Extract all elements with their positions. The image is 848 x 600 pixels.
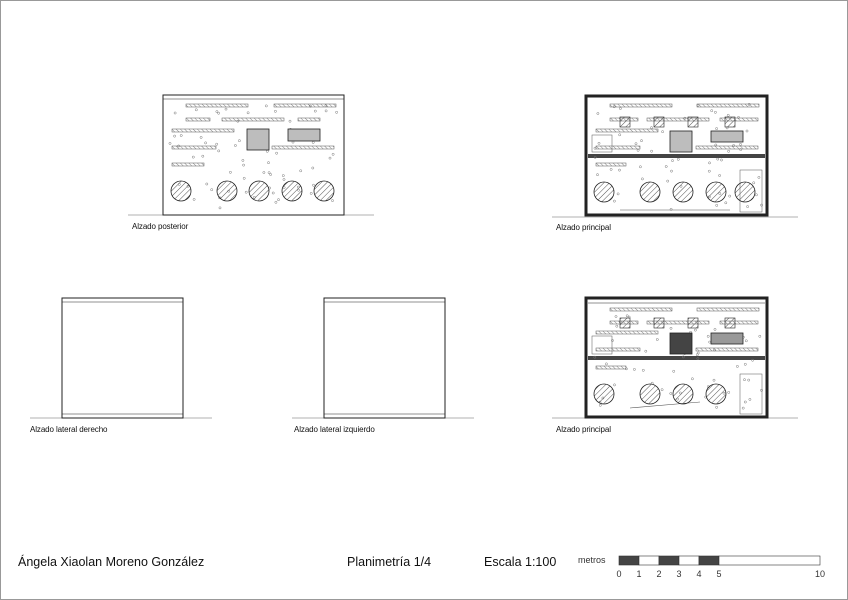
louver-strip <box>274 104 336 107</box>
elevation-label-posterior: Alzado posterior <box>132 222 189 231</box>
hatched-panel <box>725 318 735 328</box>
louver-strip <box>596 348 640 351</box>
scale-tick-label: 1 <box>636 569 642 579</box>
louver-strip <box>696 348 758 351</box>
louver-strip <box>610 104 672 107</box>
louver-strip <box>596 146 640 149</box>
square-window <box>247 129 269 150</box>
facade-outline <box>62 298 183 418</box>
rect-window <box>711 333 743 344</box>
louver-strip <box>697 308 759 311</box>
drawing-scale: Escala 1:100 <box>484 555 557 569</box>
louver-strip <box>596 163 626 166</box>
hatched-panel <box>688 117 698 127</box>
round-window <box>594 182 614 202</box>
elevation-principal-2-drawing <box>552 298 798 418</box>
square-window <box>670 333 692 354</box>
round-window <box>706 384 726 404</box>
round-window <box>640 384 660 404</box>
square-window <box>670 131 692 152</box>
scale-segment <box>659 556 679 565</box>
louver-strip <box>172 129 234 132</box>
scale-segment <box>719 556 820 565</box>
round-window <box>314 181 334 201</box>
elevation-principal-1-drawing <box>552 96 798 217</box>
scale-bar-unit: metros <box>578 555 606 565</box>
round-window <box>735 182 755 202</box>
hatched-panel <box>654 318 664 328</box>
louver-strip <box>298 118 320 121</box>
louver-strip <box>696 146 758 149</box>
scale-segment <box>679 556 699 565</box>
round-window <box>594 384 614 404</box>
louver-strip <box>172 146 216 149</box>
louver-strip <box>596 331 658 334</box>
round-window <box>640 182 660 202</box>
hatched-panel <box>725 117 735 127</box>
louver-strip <box>610 308 672 311</box>
round-window <box>217 181 237 201</box>
rect-window <box>288 129 320 141</box>
scale-segment <box>639 556 659 565</box>
louver-strip <box>697 104 759 107</box>
slab <box>588 154 765 158</box>
round-window <box>706 182 726 202</box>
scale-tick-label: 0 <box>616 569 622 579</box>
elevation-label-lateral-derecho: Alzado lateral derecho <box>30 425 108 434</box>
scale-tick-label: 2 <box>656 569 662 579</box>
round-window <box>249 181 269 201</box>
facade-outline <box>324 298 445 418</box>
round-window <box>673 182 693 202</box>
scale-tick-label: 3 <box>676 569 682 579</box>
hatched-panel <box>620 318 630 328</box>
round-window <box>282 181 302 201</box>
scale-segment <box>699 556 719 565</box>
louver-strip <box>222 118 284 121</box>
louver-strip <box>596 366 626 369</box>
author-name: Ángela Xiaolan Moreno González <box>18 555 205 569</box>
rect-window <box>711 131 743 142</box>
louver-strip <box>272 146 334 149</box>
hatched-panel <box>620 117 630 127</box>
hatched-panel <box>654 117 664 127</box>
elevation-label-principal-1: Alzado principal <box>556 223 611 232</box>
round-window <box>171 181 191 201</box>
elevation-label-lateral-izquierdo: Alzado lateral izquierdo <box>294 425 375 434</box>
elevation-posterior-drawing <box>128 95 374 215</box>
slab <box>588 356 765 360</box>
scale-tick-label: 10 <box>814 569 826 579</box>
elevation-label-principal-2: Alzado principal <box>556 425 611 434</box>
elevation-lateral-derecho-drawing <box>30 298 212 418</box>
louver-strip <box>596 129 658 132</box>
scale-segment <box>619 556 639 565</box>
scale-bar <box>619 556 820 565</box>
louver-strip <box>172 163 204 166</box>
scale-tick-label: 5 <box>716 569 722 579</box>
scale-tick-label: 4 <box>696 569 702 579</box>
sheet-number: Planimetría 1/4 <box>347 555 432 569</box>
elevation-lateral-izquierdo-drawing <box>292 298 474 418</box>
round-window <box>673 384 693 404</box>
hatched-panel <box>688 318 698 328</box>
louver-strip <box>186 104 248 107</box>
louver-strip <box>186 118 210 121</box>
